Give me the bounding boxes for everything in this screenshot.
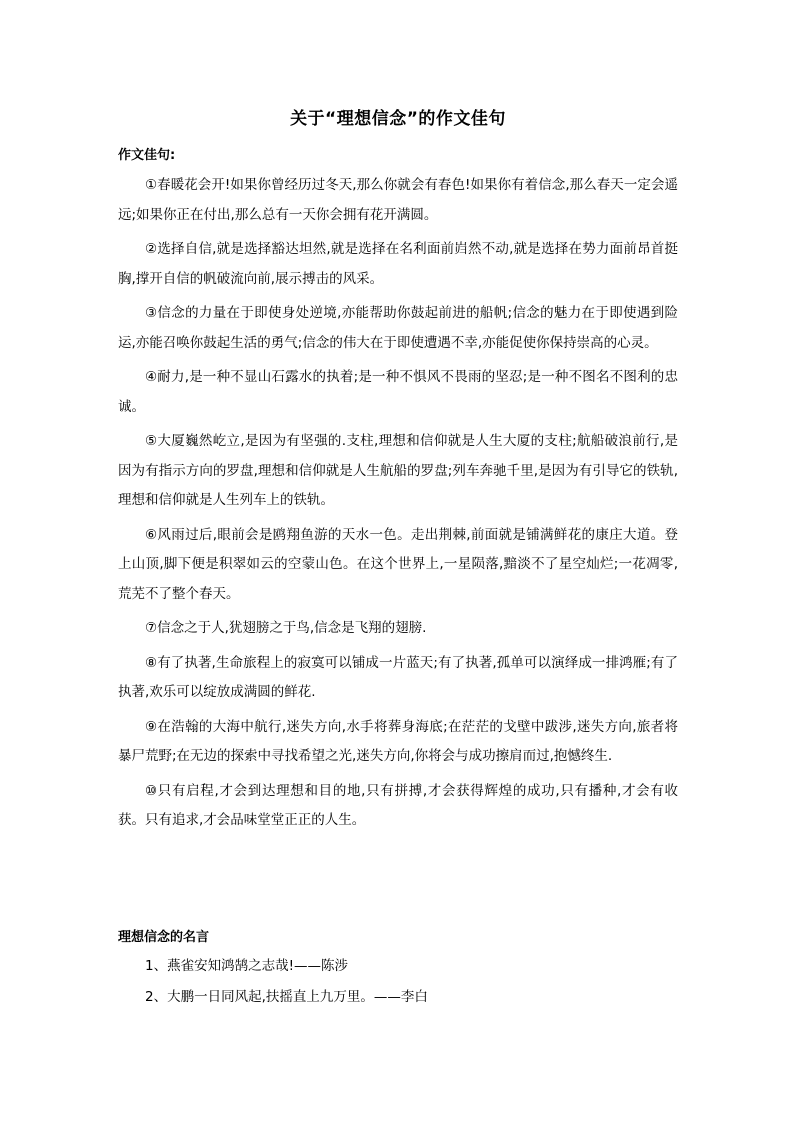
paragraph-2: ②选择自信,就是选择豁达坦然,就是选择在名利面前岿然不动,就是选择在势力面前昂首挺胸,撑开自信的帆破流向前,展示搏击的风采。 bbox=[118, 241, 678, 287]
essay-sentences-list bbox=[118, 171, 678, 841]
paragraph-5: ⑤大厦巍然屹立,是因为有坚强的.支柱,理想和信仰就是人生大厦的支柱;航船破浪前行,是因为有指示方向的罗盘,理想和信仰就是人生航船的罗盘;列车奔驰千里,是因为有引导它的铁轨,理想和信仰就是人生列车上的铁轨。 bbox=[118, 433, 678, 508]
section-heading-quotes: 理想信念的名言 bbox=[118, 930, 210, 945]
quote-1: 1、燕雀安知鸿鹄之志哉!——陈涉 bbox=[145, 958, 349, 974]
paragraph-8: ⑧有了执著,生命旅程上的寂寞可以铺成一片蓝天;有了执著,孤单可以演绎成一排鸿雁;有了执著,欢乐可以绽放成满圆的鲜花. bbox=[118, 654, 678, 700]
paragraph-7: ⑦信念之于人,犹翅膀之于鸟,信念是飞翔的翅膀. bbox=[145, 620, 427, 636]
quotes-list bbox=[145, 951, 678, 1013]
paragraph-1: ①春暖花会开!如果你曾经历过冬天,那么你就会有春色!如果你有着信念,那么春天一定会遥远;如果你正在付出,那么总有一天你会拥有花开满圆。 bbox=[118, 177, 678, 223]
paragraph-3: ③信念的力量在于即使身处逆境,亦能帮助你鼓起前进的船帆;信念的魅力在于即使遇到险运,亦能召唤你鼓起生活的勇气;信念的伟大在于即使遭遇不幸,亦能促使你保持崇高的心灵。 bbox=[118, 305, 678, 351]
document-title: 关于“理想信念”的作文佳句 bbox=[290, 109, 506, 129]
quote-2: 2、大鹏一日同风起,扶摇直上九万里。——李白 bbox=[145, 989, 428, 1005]
paragraph-10: ⑩只有启程,才会到达理想和目的地,只有拼搏,才会获得辉煌的成功,只有播种,才会有收获。只有追求,才会品味堂堂正正的人生。 bbox=[118, 782, 678, 828]
paragraph-9: ⑨在浩翰的大海中航行,迷失方向,水手将葬身海底;在茫茫的戈壁中跋涉,迷失方向,旅者将暴尸荒野;在无边的探索中寻找希望之光,迷失方向,你将会与成功擦肩而过,抱憾终生. bbox=[118, 718, 678, 764]
paragraph-6: ⑥风雨过后,眼前会是鸥翔鱼游的天水一色。走出荆棘,前面就是铺满鲜花的康庄大道。登上山顶,脚下便是积翠如云的空蒙山色。在这个世界上,一星陨落,黯淡不了星空灿烂;一花凋零,荒芜不了整个春天。 bbox=[118, 526, 678, 602]
paragraph-4: ④耐力,是一种不显山石露水的执着;是一种不惧风不畏雨的坚忍;是一种不图名不图利的忠诚。 bbox=[118, 369, 678, 415]
section-heading-essay-sentences: 作文佳句: bbox=[118, 148, 176, 163]
